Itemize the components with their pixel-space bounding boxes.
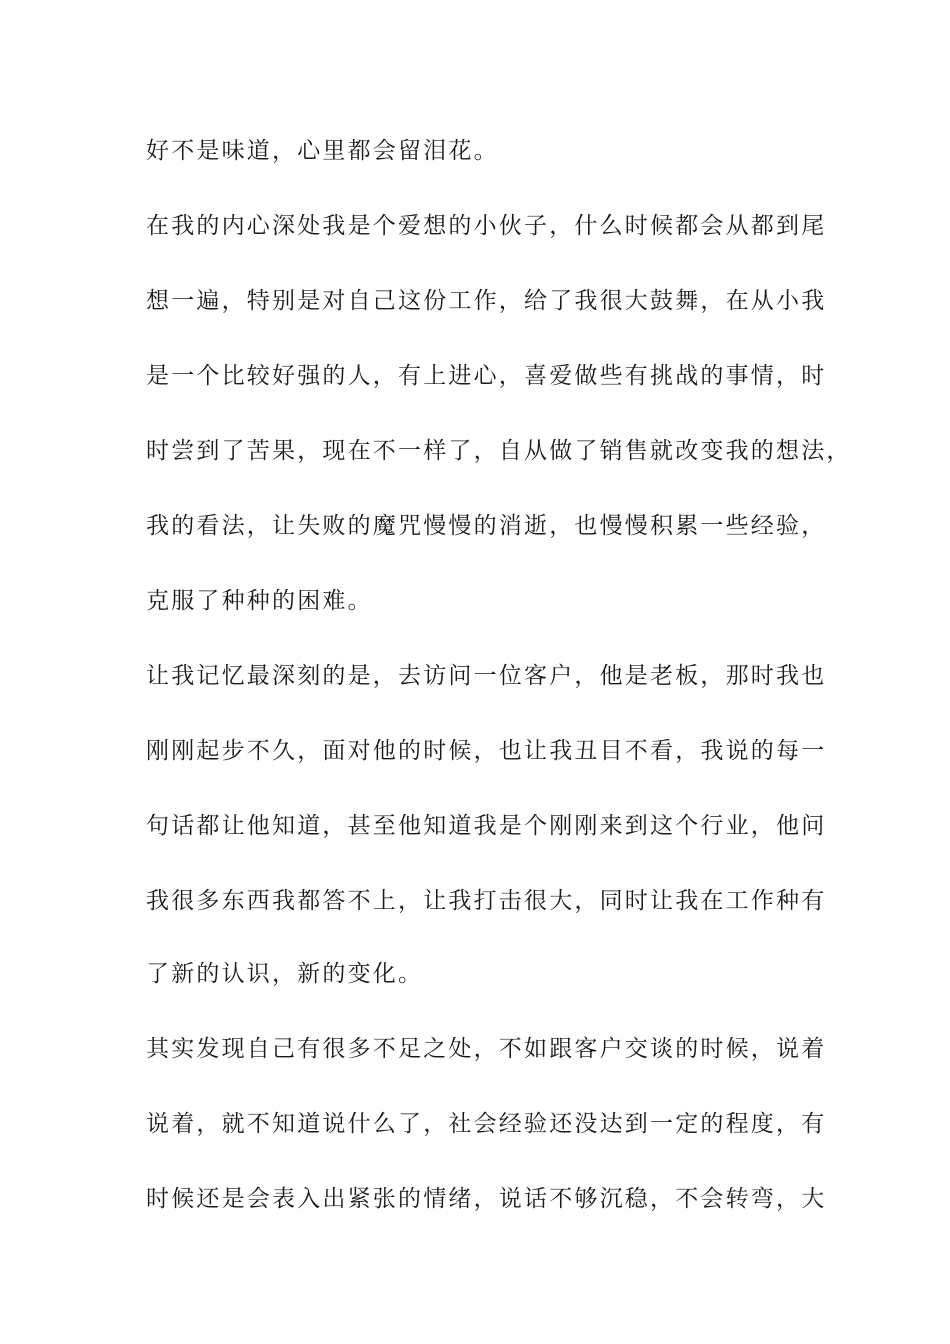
text-line: 好不是味道，心里都会留泪花。 [146, 138, 499, 164]
text-line: 想一遍，特别是对自己这份工作，给了我很大鼓舞，在从小我 [146, 288, 827, 314]
text-line: 时候还是会表入出紧张的情绪，说话不够沉稳，不会转弯，大 [146, 1186, 827, 1212]
text-line: 我的看法，让失败的魔咒慢慢的消逝，也慢慢积累一些经验， [146, 513, 827, 539]
text-line: 刚刚起步不久，面对他的时候，也让我丑目不看，我说的每一 [146, 738, 827, 764]
text-line: 了新的认识，新的变化。 [146, 961, 424, 987]
text-line: 是一个比较好强的人，有上进心，喜爱做些有挑战的事情，时 [146, 363, 827, 389]
text-line: 句话都让他知道，甚至他知道我是个刚刚来到这个行业，他问 [146, 813, 827, 839]
text-line: 我很多东西我都答不上，让我打击很大，同时让我在工作种有 [146, 888, 827, 914]
text-line: 其实发现自己有很多不足之处，不如跟客户交谈的时候，说着 [146, 1036, 827, 1062]
text-line: 时尝到了苦果，现在不一样了，自从做了销售就改变我的想法， [146, 438, 852, 464]
text-line: 让我记忆最深刻的是，去访问一位客户，他是老板，那时我也 [146, 663, 827, 689]
text-line: 说着，就不知道说什么了，社会经验还没达到一定的程度，有 [146, 1111, 827, 1137]
text-line: 克服了种种的困难。 [146, 588, 373, 614]
text-line: 在我的内心深处我是个爱想的小伙子，什么时候都会从都到尾 [146, 213, 827, 239]
